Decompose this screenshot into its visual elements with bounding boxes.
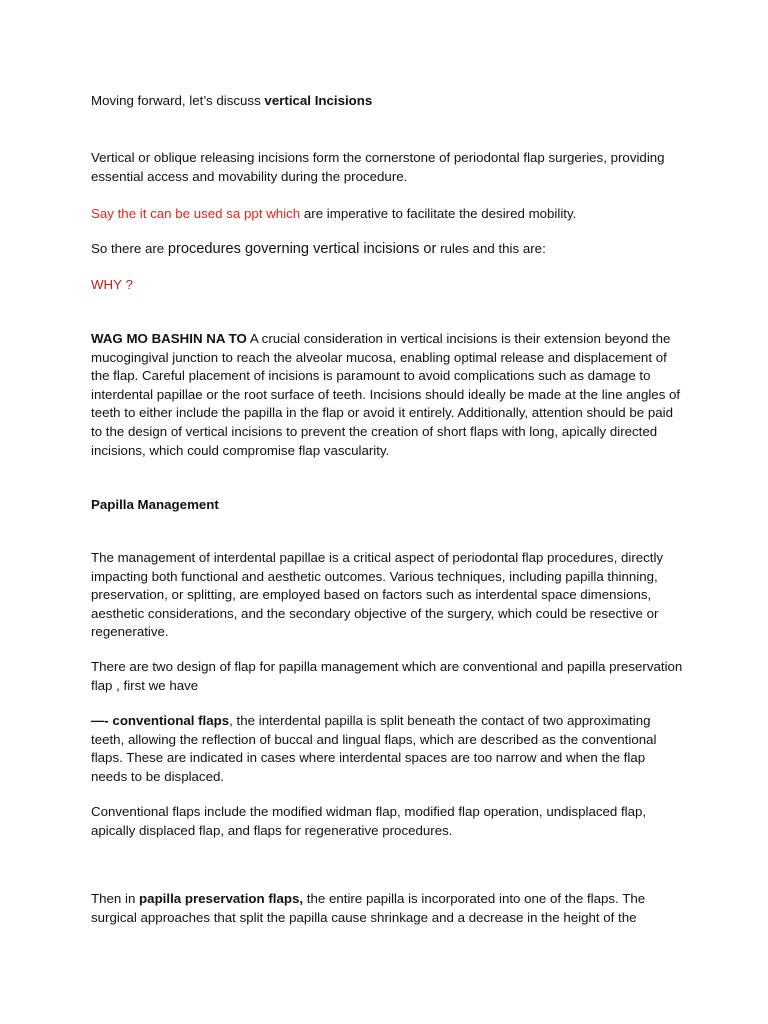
paragraph-crucial-consideration [91,330,683,460]
vertical-incisions-text: Vertical or oblique releasing incisions form the cornerstone of periodontal flap surgeries, providing essential access and movability during the procedure. [91,150,665,184]
conventional-flaps-text: , the interdental papilla is split beneath the contact of two approximating teeth, allowing the reflection of buccal and lingual flaps, which are described as the conventional flaps. These are indicated in cases where interdental spaces are too narrow and when the flap needs to be displaced. [91,713,657,784]
intro-bold-topic: vertical Incisions [264,93,373,108]
paragraph-papilla-management [91,549,683,642]
procedures-text-start: So there are [91,241,168,256]
heading-papilla-management [91,496,683,515]
paragraph-why [91,276,683,295]
paragraph-procedures [91,240,683,259]
why-note: WHY ? [91,277,133,292]
preservation-text-start: Then in [91,891,140,906]
note-text: are imperative to facilitate the desired mobility. [300,206,577,221]
conventional-list-text: Conventional flaps include the modified widman flap, modified flap operation, undisplaced flap, apically displaced flap, and flaps for regenerative procedures. [91,804,647,838]
preservation-text-end: the entire papilla is incorporated into one of the flaps. The surgical approaches that split the papilla cause shrinkage and a decrease in the height of the [91,891,646,925]
paragraph-papilla-preservation [91,890,683,927]
crucial-consideration-text: A crucial consideration in vertical incisions is their extension beyond the mucogingival junction to reach the alveolar mucosa, enabling optimal release and displacement of the flap. Careful placement of incisions is paramount to avoid complications such as damage to interdental papillae or the root surface of teeth. Incisions should ideally be made at the line angles of teeth to either include the papilla in the flap or avoid it entirely. Additionally, attention should be paid to the design of vertical incisions to prevent the creation of short flaps with long, apically directed incisions, which could compromise flap vascularity. [91,331,681,458]
intro-text: Moving forward, let’s discuss [91,93,265,108]
flap-designs-text: There are two design of flap for papilla management which are conventional and papilla preservation flap , first we have [91,659,683,693]
papilla-management-title: Papilla Management [91,497,219,512]
wag-mo-bashin-label: WAG MO BASHIN NA TO [91,331,247,346]
paragraph-conventional-flaps [91,712,683,786]
paragraph-flap-designs [91,658,683,695]
procedures-larger-text: procedures governing vertical incisions or [167,241,437,257]
red-note: Say the it can be used sa ppt which [91,206,301,221]
procedures-text-end: rules and this are: [436,241,546,256]
paragraph-conventional-list [91,803,683,840]
conventional-flaps-label: —- conventional flaps [91,713,230,728]
paragraph-intro [91,92,683,111]
papilla-preservation-label: papilla preservation flaps, [139,891,304,906]
paragraph-vertical-incisions [91,149,683,186]
paragraph-note [91,205,683,224]
papilla-management-text: The management of interdental papillae is a critical aspect of periodontal flap procedures, directly impacting both functional and aesthetic outcomes. Various techniques, including papilla thinning, preservation, or splitting, are employed based on factors such as interdental space dimensions, aesthetic considerations, and the secondary objective of the surgery, which could be resective or regenerative. [91,550,664,640]
